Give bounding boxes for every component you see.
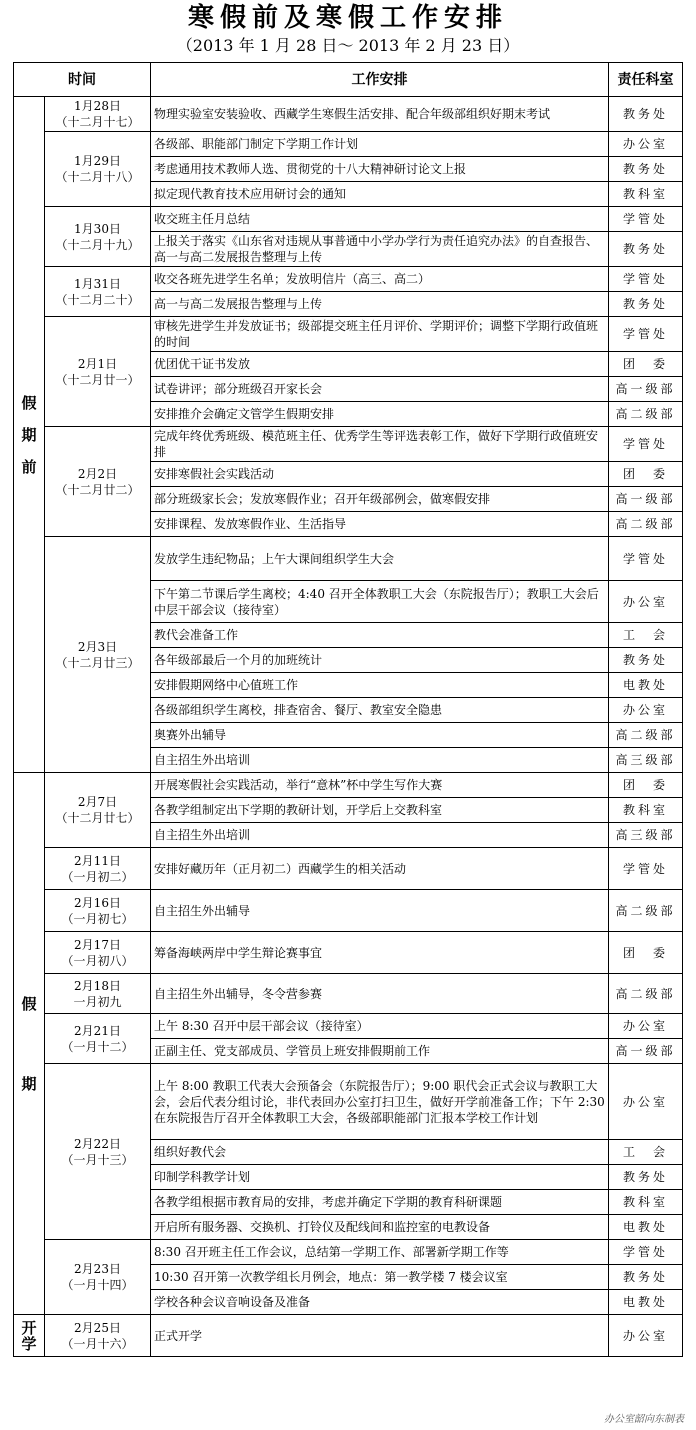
task-cell: 教代会准备工作 bbox=[151, 623, 609, 648]
table-row bbox=[14, 97, 683, 132]
date-cell: 2月16日 （一月初七） bbox=[45, 890, 151, 932]
task-cell: 安排好藏历年（正月初二）西藏学生的相关活动 bbox=[151, 848, 609, 890]
dept-cell: 教务处 bbox=[609, 232, 683, 267]
dept-cell: 高三级部 bbox=[609, 748, 683, 773]
date-cell: 1月28日 （十二月十七） bbox=[45, 97, 151, 132]
dept-cell: 办公室 bbox=[609, 132, 683, 157]
dept-cell: 工 会 bbox=[609, 1140, 683, 1165]
dept-cell: 办公室 bbox=[609, 581, 683, 623]
task-cell: 上午 8:30 召开中层干部会议（接待室） bbox=[151, 1014, 609, 1039]
task-cell: 各教学组制定出下学期的教研计划，开学后上交教科室 bbox=[151, 798, 609, 823]
date-cell: 2月17日 （一月初八） bbox=[45, 932, 151, 974]
task-cell: 部分班级家长会；发放寒假作业；召开年级部例会，做寒假安排 bbox=[151, 487, 609, 512]
dept-cell: 工 会 bbox=[609, 623, 683, 648]
dept-cell: 办公室 bbox=[609, 1064, 683, 1140]
table-row bbox=[14, 1315, 683, 1357]
table-row bbox=[14, 537, 683, 581]
table-row bbox=[14, 267, 683, 292]
task-cell: 发放学生违纪物品；上午大课间组织学生大会 bbox=[151, 537, 609, 581]
page-subtitle: （2013 年 1 月 28 日～ 2013 年 2 月 23 日） bbox=[176, 36, 520, 55]
table-row bbox=[14, 1240, 683, 1265]
task-cell: 10:30 召开第一次教学组长月例会，地点：第一教学楼 7 楼会议室 bbox=[151, 1265, 609, 1290]
task-cell: 8:30 召开班主任工作会议，总结第一学期工作、部署新学期工作等 bbox=[151, 1240, 609, 1265]
task-cell: 正副主任、党支部成员、学管员上班安排假期前工作 bbox=[151, 1039, 609, 1064]
page-title: 寒假前及寒假工作安排 bbox=[187, 3, 508, 33]
header-dept: 责任科室 bbox=[609, 63, 683, 97]
footer-note: 办公室韶向东制表 bbox=[604, 1414, 684, 1425]
task-cell: 各年级部最后一个月的加班统计 bbox=[151, 648, 609, 673]
task-cell: 安排推介会确定文管学生假期安排 bbox=[151, 402, 609, 427]
table-row bbox=[14, 1064, 683, 1140]
dept-cell: 团 委 bbox=[609, 773, 683, 798]
task-cell: 上午 8:00 教职工代表大会预备会（东院报告厅）；9:00 职代会正式会议与教职工大会，会后代表分组讨论，非代表回办公室打扫卫生，做好开学前准备工作；下午 2:30 在东院报告厅召开全体教职工大会，各级部职能部门汇报本学校工作计划 bbox=[151, 1064, 609, 1140]
period-label: 开 学 bbox=[14, 1315, 45, 1357]
dept-cell: 电教处 bbox=[609, 673, 683, 698]
table-row bbox=[14, 132, 683, 157]
date-cell: 2月25日 （一月十六） bbox=[45, 1315, 151, 1357]
dept-cell: 教务处 bbox=[609, 292, 683, 317]
dept-cell: 高三级部 bbox=[609, 823, 683, 848]
dept-cell: 学管处 bbox=[609, 267, 683, 292]
table-row bbox=[14, 932, 683, 974]
task-cell: 审核先进学生并发放证书；级部提交班主任月评价、学期评价；调整下学期行政值班的时间 bbox=[151, 317, 609, 352]
dept-cell: 高二级部 bbox=[609, 723, 683, 748]
table-row bbox=[14, 207, 683, 232]
task-cell: 各教学组根据市教育局的安排，考虑并确定下学期的教育科研课题 bbox=[151, 1190, 609, 1215]
task-cell: 安排假期网络中心值班工作 bbox=[151, 673, 609, 698]
task-cell: 拟定现代教育技术应用研讨会的通知 bbox=[151, 182, 609, 207]
dept-cell: 办公室 bbox=[609, 1014, 683, 1039]
dept-cell: 教务处 bbox=[609, 648, 683, 673]
task-cell: 自主招生外出辅导 bbox=[151, 890, 609, 932]
dept-cell: 学管处 bbox=[609, 848, 683, 890]
schedule-body bbox=[14, 97, 683, 1357]
dept-cell: 教科室 bbox=[609, 798, 683, 823]
dept-cell: 教科室 bbox=[609, 1190, 683, 1215]
header-time: 时间 bbox=[14, 63, 151, 97]
dept-cell: 电教处 bbox=[609, 1215, 683, 1240]
task-cell: 筹备海峡两岸中学生辩论赛事宜 bbox=[151, 932, 609, 974]
task-cell: 收交班主任月总结 bbox=[151, 207, 609, 232]
dept-cell: 教务处 bbox=[609, 97, 683, 132]
dept-cell: 高二级部 bbox=[609, 512, 683, 537]
dept-cell: 高二级部 bbox=[609, 974, 683, 1014]
table-row bbox=[14, 848, 683, 890]
task-cell: 各级部组织学生离校，排查宿舍、餐厅、教室安全隐患 bbox=[151, 698, 609, 723]
dept-cell: 团 委 bbox=[609, 352, 683, 377]
dept-cell: 教务处 bbox=[609, 1265, 683, 1290]
schedule-table bbox=[13, 62, 683, 1357]
dept-cell: 学管处 bbox=[609, 207, 683, 232]
date-cell: 1月30日 （十二月十九） bbox=[45, 207, 151, 267]
dept-cell: 团 委 bbox=[609, 462, 683, 487]
task-cell: 优团优干证书发放 bbox=[151, 352, 609, 377]
task-cell: 印制学科教学计划 bbox=[151, 1165, 609, 1190]
task-cell: 组织好教代会 bbox=[151, 1140, 609, 1165]
period-label: 假 期 前 bbox=[14, 97, 45, 773]
date-cell: 1月31日 （十二月二十） bbox=[45, 267, 151, 317]
dept-cell: 团 委 bbox=[609, 932, 683, 974]
task-cell: 收交各班先进学生名单；发放明信片（高三、高二） bbox=[151, 267, 609, 292]
date-cell: 2月11日 （一月初二） bbox=[45, 848, 151, 890]
task-cell: 学校各种会议音响设备及准备 bbox=[151, 1290, 609, 1315]
task-cell: 开展寒假社会实践活动，举行“意林”杯中学生写作大赛 bbox=[151, 773, 609, 798]
dept-cell: 教务处 bbox=[609, 157, 683, 182]
task-cell: 高一与高二发展报告整理与上传 bbox=[151, 292, 609, 317]
date-cell: 2月21日 （一月十二） bbox=[45, 1014, 151, 1064]
dept-cell: 学管处 bbox=[609, 537, 683, 581]
dept-cell: 高二级部 bbox=[609, 402, 683, 427]
dept-cell: 高一级部 bbox=[609, 1039, 683, 1064]
task-cell: 各级部、职能部门制定下学期工作计划 bbox=[151, 132, 609, 157]
table-row bbox=[14, 1014, 683, 1039]
task-cell: 自主招生外出辅导，冬令营参赛 bbox=[151, 974, 609, 1014]
dept-cell: 教务处 bbox=[609, 1165, 683, 1190]
table-row bbox=[14, 773, 683, 798]
task-cell: 自主招生外出培训 bbox=[151, 748, 609, 773]
task-cell: 自主招生外出培训 bbox=[151, 823, 609, 848]
table-row bbox=[14, 317, 683, 352]
date-cell: 2月18日 一月初九 bbox=[45, 974, 151, 1014]
header-task: 工作安排 bbox=[151, 63, 609, 97]
dept-cell: 办公室 bbox=[609, 1315, 683, 1357]
task-cell: 奥赛外出辅导 bbox=[151, 723, 609, 748]
date-cell: 2月3日 （十二月廿三） bbox=[45, 537, 151, 773]
task-cell: 试卷讲评；部分班级召开家长会 bbox=[151, 377, 609, 402]
task-cell: 安排课程、发放寒假作业、生活指导 bbox=[151, 512, 609, 537]
table-row bbox=[14, 890, 683, 932]
dept-cell: 高一级部 bbox=[609, 487, 683, 512]
dept-cell: 高一级部 bbox=[609, 377, 683, 402]
date-cell: 2月2日 （十二月廿二） bbox=[45, 427, 151, 537]
table-row bbox=[14, 427, 683, 462]
task-cell: 上报关于落实《山东省对违规从事普通中小学办学行为责任追究办法》的自查报告、高一与高二发展报告整理与上传 bbox=[151, 232, 609, 267]
task-cell: 下午第二节课后学生离校；4:40 召开全体教职工大会（东院报告厅）；教职工大会后中层干部会议（接待室） bbox=[151, 581, 609, 623]
dept-cell: 学管处 bbox=[609, 427, 683, 462]
dept-cell: 学管处 bbox=[609, 1240, 683, 1265]
dept-cell: 办公室 bbox=[609, 698, 683, 723]
header-row bbox=[14, 63, 683, 97]
date-cell: 2月23日 （一月十四） bbox=[45, 1240, 151, 1315]
task-cell: 完成年终优秀班级、模范班主任、优秀学生等评选表彰工作，做好下学期行政值班安排 bbox=[151, 427, 609, 462]
task-cell: 物理实验室安装验收、西藏学生寒假生活安排、配合年级部组织好期末考试 bbox=[151, 97, 609, 132]
task-cell: 安排寒假社会实践活动 bbox=[151, 462, 609, 487]
dept-cell: 高二级部 bbox=[609, 890, 683, 932]
date-cell: 2月1日 （十二月廿一） bbox=[45, 317, 151, 427]
task-cell: 正式开学 bbox=[151, 1315, 609, 1357]
task-cell: 开启所有服务器、交换机、打铃仪及配线间和监控室的电教设备 bbox=[151, 1215, 609, 1240]
dept-cell: 教科室 bbox=[609, 182, 683, 207]
dept-cell: 电教处 bbox=[609, 1290, 683, 1315]
dept-cell: 学管处 bbox=[609, 317, 683, 352]
date-cell: 2月22日 （一月十三） bbox=[45, 1064, 151, 1240]
date-cell: 2月7日 （十二月廿七） bbox=[45, 773, 151, 848]
task-cell: 考虑通用技术教师人选、贯彻党的十八大精神研讨论文上报 bbox=[151, 157, 609, 182]
table-row bbox=[14, 974, 683, 1014]
period-label: 假 期 bbox=[14, 773, 45, 1315]
date-cell: 1月29日 （十二月十八） bbox=[45, 132, 151, 207]
